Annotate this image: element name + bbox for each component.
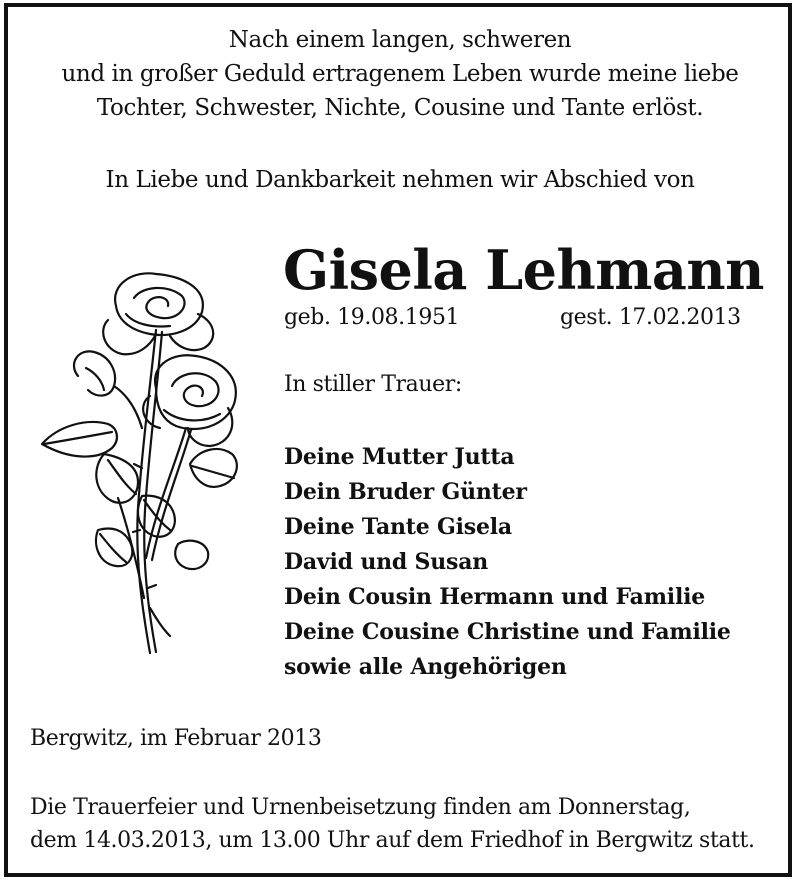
- mourner-item: Dein Cousin Hermann und Familie: [284, 584, 706, 610]
- mourner-item: Deine Tante Gisela: [284, 514, 512, 540]
- mourner-item: sowie alle Angehörigen: [284, 654, 567, 680]
- funeral-info-line-2: dem 14.03.2013, um 13.00 Uhr auf dem Friedhof in Bergwitz statt.: [30, 828, 755, 853]
- mourner-item: Deine Mutter Jutta: [284, 444, 515, 470]
- rose-icon: [38, 268, 248, 663]
- place-date: Bergwitz, im Februar 2013: [30, 726, 322, 751]
- mourner-item: Deine Cousine Christine und Familie: [284, 619, 731, 645]
- intro-line-3: Tochter, Schwester, Nichte, Cousine und Tante erlöst.: [96, 95, 704, 121]
- deceased-name: Gisela Lehmann: [283, 238, 764, 302]
- mourner-item: Dein Bruder Günter: [284, 479, 527, 505]
- mourners-list: [284, 440, 731, 685]
- death-date: gest. 17.02.2013: [560, 305, 741, 330]
- intro-line-1: Nach einem langen, schweren: [228, 27, 572, 53]
- funeral-info-line-1: Die Trauerfeier und Urnenbeisetzung finden am Donnerstag,: [30, 795, 691, 820]
- mourning-heading: In stiller Trauer:: [284, 372, 462, 397]
- birth-date: geb. 19.08.1951: [284, 305, 460, 330]
- mourner-item: David und Susan: [284, 549, 489, 575]
- farewell-line: In Liebe und Dankbarkeit nehmen wir Abschied von: [105, 167, 695, 193]
- intro-line-2: und in großer Geduld ertragenem Leben wurde meine liebe: [61, 61, 739, 87]
